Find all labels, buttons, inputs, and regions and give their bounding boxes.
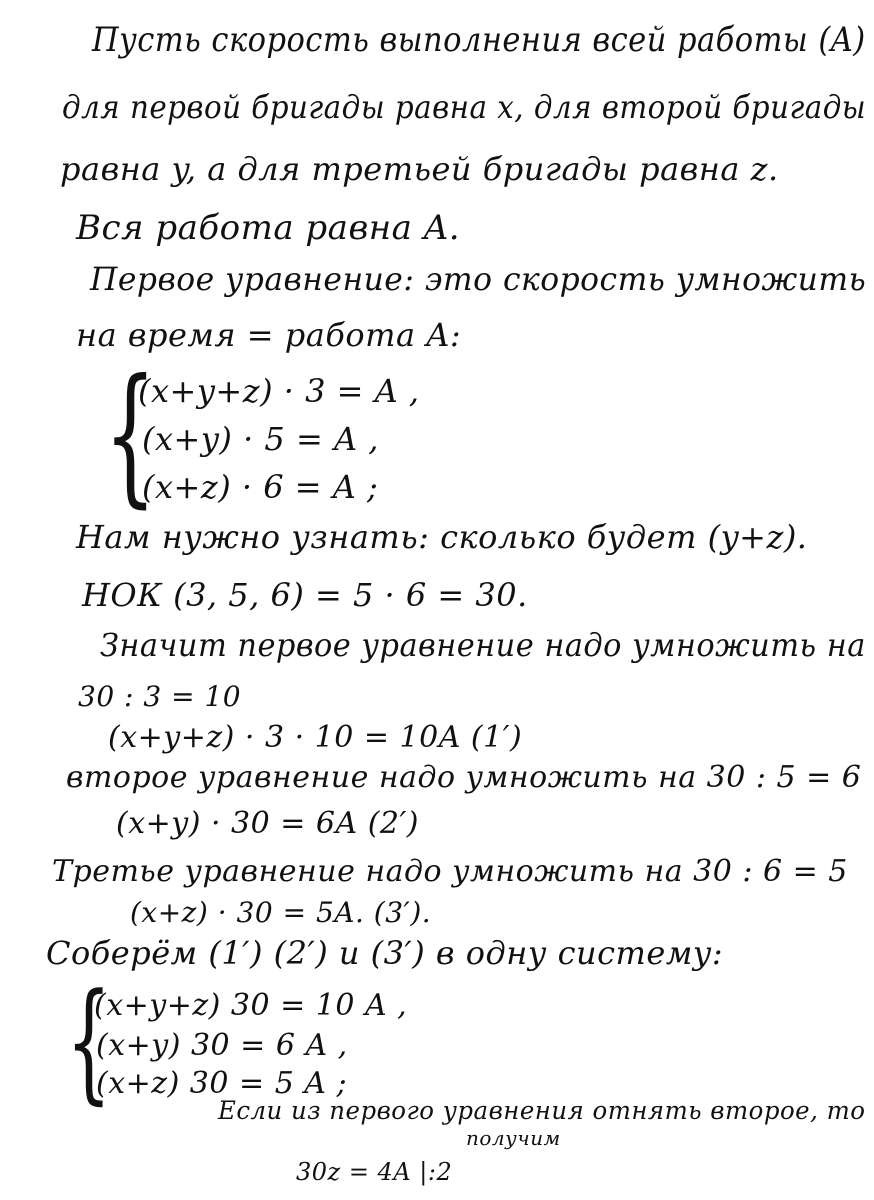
text-line-2: для первой бригады равна x, для второй бригады — [62, 88, 867, 126]
text-line-13: (x+y) · 30 = 6A (2′) — [116, 806, 419, 841]
text-line-5: Первое уравнение: это скорость умножить — [90, 260, 867, 298]
system-2-equation-2: (x+y) 30 = 6 A , — [96, 1028, 348, 1063]
system-brace-2: { — [66, 965, 112, 1117]
text-line-8: НОК (3, 5, 6) = 5 · 6 = 30. — [82, 576, 528, 614]
system-2-equation-3: (x+z) 30 = 5 A ; — [96, 1066, 348, 1101]
text-line-14: Третье уравнение надо умножить на 30 : 6 = 5 — [52, 854, 848, 889]
text-line-7: Нам нужно узнать: сколько будет (y+z). — [76, 518, 808, 556]
system-1-equation-2: (x+y) · 5 = A , — [142, 420, 379, 458]
text-line-19: 30z = 4A |:2 — [296, 1158, 453, 1186]
system-1-equation-1: (x+y+z) · 3 = A , — [138, 372, 420, 410]
text-line-4: Вся работа равна A. — [76, 208, 461, 248]
text-line-3: равна y, а для третьей бригады равна z. — [60, 150, 779, 188]
text-line-17: Если из первого уравнения отнять второе, то — [218, 1096, 866, 1125]
text-line-12: второе уравнение надо умножить на 30 : 5 = 6 — [66, 760, 862, 795]
text-line-15: (x+z) · 30 = 5A. (3′). — [130, 896, 432, 929]
text-line-1: Пусть скорость выполнения всей работы (A) — [92, 20, 866, 60]
text-line-6: на время = работа A: — [76, 316, 462, 354]
text-line-10: 30 : 3 = 10 — [78, 680, 242, 713]
system-2-equation-1: (x+y+z) 30 = 10 A , — [94, 988, 408, 1023]
text-line-9: Значит первое уравнение надо умножить на — [100, 626, 866, 664]
text-line-16: Соберём (1′) (2′) и (3′) в одну систему: — [46, 934, 724, 972]
text-line-18: получим — [466, 1126, 561, 1150]
system-brace-1: { — [104, 348, 157, 522]
text-line-11: (x+y+z) · 3 · 10 = 10A (1′) — [108, 720, 523, 755]
system-1-equation-3: (x+z) · 6 = A ; — [142, 468, 379, 506]
